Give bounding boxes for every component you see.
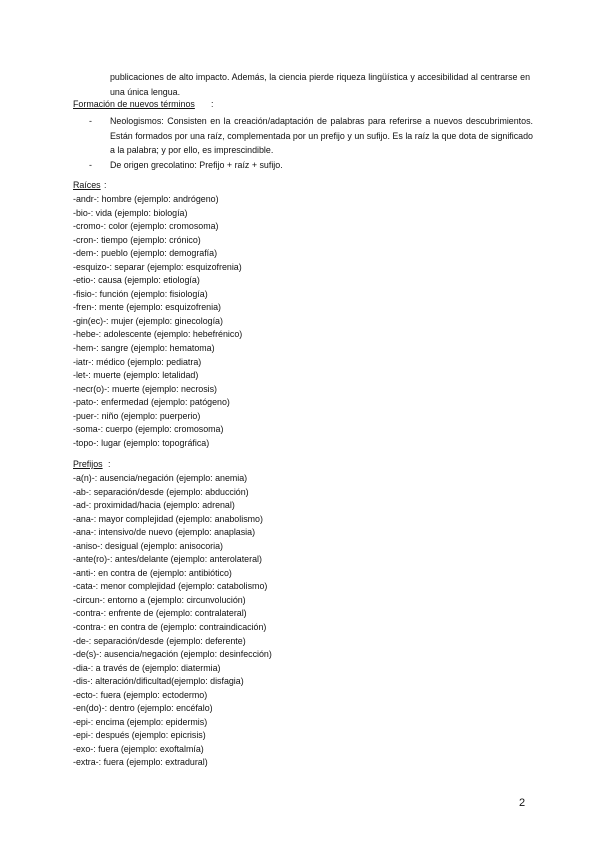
prefixes-heading-text: Prefijos [73, 459, 103, 469]
prefix-item: -cata-: menor complejidad (ejemplo: catabolismo) [73, 581, 268, 592]
prefix-item: -dis-: alteración/dificultad(ejemplo: disfagia) [73, 676, 244, 687]
root-item: -etio-: causa (ejemplo: etiología) [73, 275, 200, 286]
root-item: -necr(o)-: muerte (ejemplo: necrosis) [73, 383, 218, 394]
prefix-item: -ad-: proximidad/hacia (ejemplo: adrenal) [73, 500, 235, 511]
page-number: 2 [519, 797, 526, 809]
prefix-item: -en(do)-: dentro (ejemplo: encéfalo) [73, 703, 213, 714]
roots-heading-text: Raíces [73, 180, 101, 190]
root-item: -bio-: vida (ejemplo: biología) [73, 207, 188, 218]
prefix-item: -circun-: entorno a (ejemplo: circunvolución) [73, 594, 246, 605]
prefix-item: -aniso-: desigual (ejemplo: anisocoria) [73, 540, 223, 551]
bullet-dash: - [89, 116, 92, 126]
prefixes-heading-colon: : [108, 459, 111, 469]
root-item: -topo-: lugar (ejemplo: topográfica) [73, 437, 210, 448]
prefix-item: -dia-: a través de (ejemplo: diatermia) [73, 662, 221, 673]
root-item: -soma-: cuerpo (ejemplo: cromosoma) [73, 424, 224, 435]
bullet-text: De origen grecolatino: Prefijo + raíz + sufijo. [110, 159, 283, 170]
root-item: -pato-: enfermedad (ejemplo: patógeno) [73, 397, 230, 408]
prefix-item: -ana-: intensivo/de nuevo (ejemplo: anaplasia) [73, 527, 256, 538]
root-item: -andr-: hombre (ejemplo: andrógeno) [73, 194, 219, 204]
prefix-item: -ecto-: fuera (ejemplo: ectodermo) [73, 689, 208, 700]
prefixes-list [73, 472, 272, 770]
root-item: -hem-: sangre (ejemplo: hematoma) [73, 343, 215, 354]
bullet-text: Neologismos: Consisten en la creación/adaptación de palabras para referirse a nuevos descubrimientos. Están formados por una raíz, complementada por un prefijo y un sufijo. Es la raíz la que dota de significado a la palabra; y por ello, es imprescindible. [110, 116, 533, 155]
roots-heading [73, 180, 101, 190]
prefix-item: -epi-: encima (ejemplo: epidermis) [73, 716, 208, 727]
formation-heading-text: Formación de nuevos términos [73, 99, 195, 109]
formation-heading-colon: : [211, 99, 214, 109]
prefix-item: -ante(ro)-: antes/delante (ejemplo: anterolateral) [73, 554, 262, 565]
bullet-item [73, 158, 533, 173]
root-item: -cron-: tiempo (ejemplo: crónico) [73, 234, 201, 245]
prefix-item: -contra-: en contra de (ejemplo: contraindicación) [73, 622, 267, 633]
prefix-item: -de(s)-: ausencia/negación (ejemplo: desinfección) [73, 649, 272, 660]
root-item: -hebe-: adolescente (ejemplo: hebefrénico) [73, 329, 243, 340]
prefix-item: -a(n)-: ausencia/negación (ejemplo: anemia) [73, 473, 248, 483]
bullet-dash: - [89, 159, 92, 170]
prefix-item: -de-: separación/desde (ejemplo: deferente) [73, 635, 246, 646]
formation-bullet-list [73, 114, 533, 172]
roots-list [73, 193, 242, 450]
prefix-item: -exo-: fuera (ejemplo: exoftalmía) [73, 743, 204, 754]
root-item: -fisio-: función (ejemplo: fisiología) [73, 288, 208, 299]
prefix-item: -extra-: fuera (ejemplo: extradural) [73, 757, 208, 768]
root-item: -esquizo-: separar (ejemplo: esquizofrenia) [73, 261, 242, 272]
root-item: -iatr-: médico (ejemplo: pediatra) [73, 356, 202, 367]
prefixes-heading [73, 459, 103, 469]
root-item: -dem-: pueblo (ejemplo: demografía) [73, 248, 218, 259]
roots-heading-colon: : [104, 180, 107, 190]
root-item: -puer-: niño (ejemplo: puerperio) [73, 410, 201, 421]
root-item: -fren-: mente (ejemplo: esquizofrenia) [73, 302, 221, 313]
prefix-item: -contra-: enfrente de (ejemplo: contralateral) [73, 608, 247, 619]
prefix-item: -anti-: en contra de (ejemplo: antibiótico) [73, 567, 232, 578]
prefix-item: -ana-: mayor complejidad (ejemplo: anabolismo) [73, 513, 263, 524]
prefix-item: -epi-: después (ejemplo: epicrisis) [73, 730, 206, 741]
formation-heading [73, 99, 195, 109]
root-item: -let-: muerte (ejemplo: letalidad) [73, 370, 199, 381]
root-item: -gin(ec)-: mujer (ejemplo: ginecología) [73, 315, 223, 326]
root-item: -cromo-: color (ejemplo: cromosoma) [73, 221, 219, 232]
bullet-item [73, 114, 533, 158]
intro-paragraph: publicaciones de alto impacto. Además, la ciencia pierde riqueza lingüística y accesibilidad al centrarse en una única lengua. [110, 72, 530, 97]
prefix-item: -ab-: separación/desde (ejemplo: abducción) [73, 486, 249, 497]
